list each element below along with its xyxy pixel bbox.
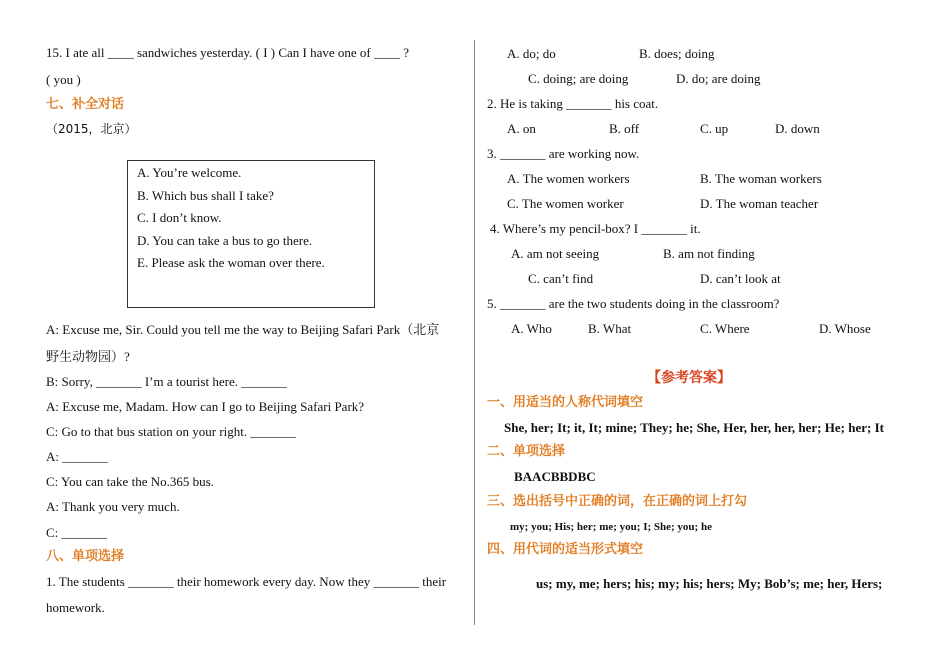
dialogue-line-6: A: _______: [46, 449, 108, 464]
dialogue-line-1: A: Excuse me, Sir. Could you tell me the way to Beijing Safari Park（北京: [46, 322, 440, 337]
box-option-a: A. You’re welcome.: [137, 165, 242, 180]
dialogue-line-4: A: Excuse me, Madam. How can I go to Beijing Safari Park?: [46, 399, 365, 414]
q2-stem: 2. He is taking _______ his coat.: [487, 96, 659, 111]
q4-option-b: B. am not finding: [663, 246, 755, 261]
q5-option-c: C. Where: [700, 321, 750, 336]
q15-line2: ( you ): [46, 72, 81, 87]
q1-option-a: A. do; do: [507, 46, 556, 61]
box-option-e: E. Please ask the woman over there.: [137, 255, 325, 270]
q4-option-c: C. can’t find: [528, 271, 594, 286]
box-option-b: B. Which bus shall I take?: [137, 188, 274, 203]
q4-option-a: A. am not seeing: [511, 246, 600, 261]
q5-option-b: B. What: [588, 321, 632, 336]
q3-option-a: A. The women workers: [507, 171, 630, 186]
dialogue-line-9: C: _______: [46, 525, 108, 540]
answer-section3-text: my; you; His; her; me; you; I; She; you; he: [510, 521, 712, 533]
dialogue-line-7: C: You can take the No.365 bus.: [46, 474, 214, 489]
q1-line1: 1. The students _______ their homework every day. Now they _______ their: [46, 574, 447, 589]
answer-section2-title: 二、单项选择: [487, 444, 566, 459]
q2-option-b: B. off: [609, 121, 640, 136]
q1-option-b: B. does; doing: [639, 46, 715, 61]
answer-section1-text: She, her; It; it, It; mine; They; he; She, Her, her, her, her; He; her; It: [504, 420, 884, 435]
q3-option-d: D. The woman teacher: [700, 196, 819, 211]
q3-option-c: C. The women worker: [507, 196, 624, 211]
section8-title: 八、单项选择: [46, 549, 125, 564]
q4-option-d: D. can’t look at: [700, 271, 781, 286]
box-option-c: C. I don’t know.: [137, 210, 222, 225]
q15-line1: 15. I ate all ____ sandwiches yesterday. ( I ) Can I have one of ____ ?: [46, 45, 410, 60]
q1-option-d: D. do; are doing: [676, 71, 761, 86]
dialogue-line-2: 野生动物园）?: [46, 349, 130, 364]
q2-option-c: C. up: [700, 121, 729, 136]
q2-option-a: A. on: [507, 121, 536, 136]
q5-option-a: A. Who: [511, 321, 552, 336]
answer-section3-title: 三、选出括号中正确的词，在正确的词上打勾: [487, 494, 748, 509]
dialogue-line-5: C: Go to that bus station on your right. _______: [46, 424, 296, 439]
q1-option-c: C. doing; are doing: [528, 71, 629, 86]
dialogue-line-3: B: Sorry, _______ I’m a tourist here. _______: [46, 374, 287, 389]
box-option-d: D. You can take a bus to go there.: [137, 233, 313, 248]
q5-stem: 5. _______ are the two students doing in the classroom?: [487, 296, 780, 311]
column-divider: [474, 40, 475, 625]
q4-stem: 4. Where’s my pencil-box? I _______ it.: [490, 221, 701, 236]
q1-line2: homework.: [46, 600, 105, 615]
q2-option-d: D. down: [775, 121, 820, 136]
q3-option-b: B. The woman workers: [700, 171, 822, 186]
section7-source: （2015，北京）: [46, 122, 137, 136]
answer-section2-text: BAACBBDBC: [514, 469, 596, 484]
answer-section1-title: 一、用适当的人称代词填空: [487, 395, 644, 410]
answer-section4-text: us; my, me; hers; his; my; his; hers; My; Bob’s; me; her, Hers;: [536, 576, 883, 591]
dialogue-line-8: A: Thank you very much.: [46, 499, 180, 514]
q3-stem: 3. _______ are working now.: [487, 146, 640, 161]
answers-title: 【参考答案】: [647, 370, 731, 386]
q5-option-d: D. Whose: [819, 321, 871, 336]
section7-title: 七、补全对话: [46, 97, 125, 112]
answer-section4-title: 四、用代词的适当形式填空: [487, 542, 644, 557]
